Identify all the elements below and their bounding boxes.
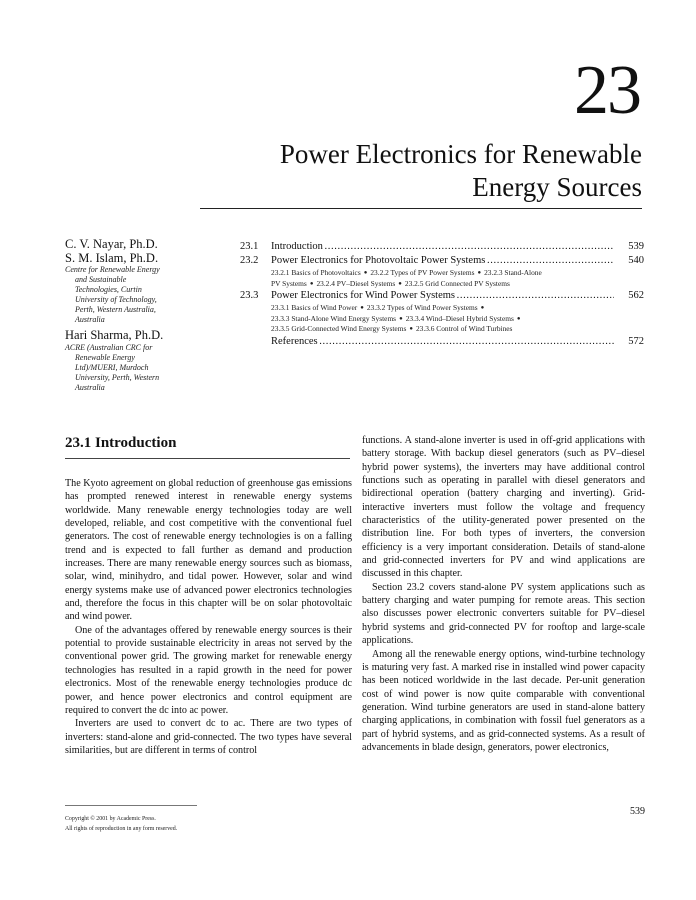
toc-subsection: 23.3.3 Stand-Alone Wind Energy Systems — [271, 313, 397, 323]
affiliation-line: Australia — [75, 315, 105, 324]
toc-entry-title: Introduction — [271, 241, 323, 252]
toc-entry-title: Power Electronics for Photovoltaic Power Systems — [271, 255, 486, 266]
affiliation-line: University, Perth, Western — [75, 372, 160, 382]
toc-subsection: 23.3.2 Types of Wind Power Systems — [366, 303, 478, 312]
affiliation-line: ACRE (Australian CRC for — [65, 342, 153, 352]
toc-subsection: 23.3.1 Basics of Wind Power — [271, 303, 358, 312]
toc-subsection: PV Systems — [271, 278, 307, 288]
affiliation-line: Technologies, Curtin — [75, 285, 142, 294]
toc-entry — [240, 335, 644, 349]
toc-entry-number: 23.3 — [240, 290, 259, 301]
toc-subsection: 23.2.2 Types of PV Power Systems — [370, 268, 475, 277]
copyright-line: Copyright © 2001 by Academic Press. — [65, 816, 156, 822]
toc-subsections — [240, 303, 644, 314]
toc-entry-page: 539 — [628, 241, 644, 252]
author-name: S. M. Islam, Ph.D. — [65, 250, 159, 265]
author-name: Hari Sharma, Ph.D. — [65, 328, 164, 342]
affiliation-line: and Sustainable — [75, 275, 127, 284]
toc-subsections — [240, 279, 644, 290]
chapter-title-line: Power Electronics for Renewable — [279, 139, 642, 169]
author-affiliation — [65, 343, 230, 393]
toc-subsection: 23.3.4 Wind–Diesel Hybrid Systems — [405, 313, 514, 323]
chapter-title — [172, 138, 642, 204]
body-paragraph: The Kyoto agreement on global reduction of greenhouse gas emissions has prompted renewed interest in renewable energy systems worldwide. Many renewable energy technologies today are well developed, reliable, and cost competitive with the conventional fuel generators. The cost of renewable energy technologies is on a falling trend and is expected to fall further as demand and production increases. There are many renewable energy sources such as biomass, solar, wind, minihydro, and tidal power. However, solar and wind energy systems make use of advanced power electronics technologies and, therefore the focus in this chapter will be on solar photovoltaic and wind power. — [65, 478, 352, 623]
right-column — [362, 434, 645, 754]
bullet-separator: ● — [360, 305, 364, 311]
body-paragraph: functions. A stand-alone inverter is used in off-grid applications with battery storage. With backup diesel generators (such as PV–diesel hybrid power systems), the inverters may have additional control functions such as operating in parallel with diesel generators and bidirectional operation (battery charging and inverting). Grid-interactive inverters must follow the voltage and frequency characteristics of the utility-generated power presented on the distribution line. For both types of inverters, the conversion efficiency is a very important consideration. Details of stand-alone and grid-connected inverters for PV and wind applications are discussed in this chapter. — [362, 435, 645, 580]
affiliation-line: Ltd)/MUERI, Murdoch — [75, 362, 149, 372]
authors-block — [65, 238, 230, 393]
bullet-separator: ● — [477, 270, 482, 276]
affiliation-line: Centre for Renewable Energy — [65, 265, 160, 274]
body-paragraph: Among all the renewable energy options, wind-turbine technology is maturing very fast. A marked rise in installed wind power capacity has been noticed worldwide in the last decade. Per-unit generation cost of wind power is now quite comparable with conventional generation. Wind turbine generators are used in stand-alone battery charging applications, in combination with fossil fuel generators as a part of hybrid systems, and as grid-connected systems. As a result of advancements in blade design, generators, power electronics, — [362, 648, 645, 753]
toc-subsection: 23.2.4 PV–Diesel Systems — [316, 278, 396, 288]
section-rule — [65, 458, 350, 459]
toc-subsections — [240, 268, 644, 279]
toc-entry-title: Power Electronics for Wind Power Systems — [271, 290, 455, 301]
bullet-separator: ● — [309, 280, 314, 287]
toc-entry-page: 540 — [628, 255, 644, 266]
chapter-number: 23 — [574, 52, 640, 129]
body-paragraph: Section 23.2 covers stand-alone PV system applications such as battery charging and water pumping for remote areas. This section also discusses power electronic converters suitable for PV–diesel hybrid systems and grid-connected PV for rooftop and large-scale applications. — [362, 581, 645, 647]
toc-subsection: 23.3.5 Grid-Connected Wind Energy Systems — [271, 324, 407, 333]
toc-subsection: 23.2.1 Basics of Photovoltaics — [271, 268, 361, 277]
affiliation-line: Perth, Western Australia, — [75, 305, 156, 314]
section-heading: 23.1 Introduction — [65, 435, 177, 451]
body-paragraph: One of the advantages offered by renewable energy sources is their potential to provide sustainable electricity in areas not served by the conventional power grid. The growing market for renewable energy technologies has resulted in a rapid growth in the need for power electronics. Most of the renewable energy technologies produce dc power, and hence power electronics and control equipment are required to convert the dc into ac power. — [65, 624, 352, 716]
body-paragraph: Inverters are used to convert dc to ac. There are two types of inverters: stand-alone and grid-connected. The two types have several similarities, but are different in terms of control — [65, 718, 352, 756]
toc-entry-page: 572 — [628, 335, 644, 347]
page-number: 539 — [630, 806, 645, 817]
toc-entry — [240, 289, 644, 303]
toc-entry-title: References — [271, 335, 318, 347]
toc-entry-number: 23.2 — [240, 255, 259, 266]
toc-subsections — [240, 324, 644, 335]
toc-entry-title-wrap — [271, 240, 614, 254]
toc-entry-title-wrap — [271, 289, 614, 303]
toc-entry — [240, 240, 644, 254]
toc-entry-page: 562 — [628, 290, 644, 301]
footer-rule — [65, 805, 197, 806]
affiliation-line: Australia — [75, 382, 105, 392]
toc-subsections — [240, 314, 644, 325]
bullet-separator: ● — [363, 270, 368, 276]
author-name: C. V. Nayar, Ph.D. — [65, 237, 158, 251]
author-affiliation — [65, 265, 230, 325]
copyright-line: All rights of reproduction in any form reserved. — [65, 825, 178, 832]
bullet-separator: ● — [516, 315, 521, 322]
bullet-separator: ● — [398, 280, 402, 287]
affiliation-line: University of Technology, — [75, 295, 157, 304]
bullet-separator: ● — [480, 305, 485, 311]
table-of-contents — [240, 240, 644, 349]
header-rule — [200, 208, 642, 209]
chapter-title-line: Energy Sources — [472, 172, 642, 202]
copyright-notice — [65, 815, 177, 834]
toc-subsection: 23.3.6 Control of Wind Turbines — [415, 324, 513, 333]
toc-subsection: 23.2.5 Grid Connected PV Systems — [404, 278, 510, 288]
toc-entry-number: 23.1 — [240, 241, 259, 252]
toc-subsection: 23.2.3 Stand-Alone — [484, 268, 542, 277]
toc-entry-title-wrap — [271, 254, 614, 268]
toc-entry — [240, 254, 644, 268]
bullet-separator: ● — [399, 315, 403, 322]
left-column — [65, 477, 352, 757]
toc-entry-title-wrap — [271, 335, 614, 349]
affiliation-line: Renewable Energy — [75, 352, 135, 362]
bullet-separator: ● — [409, 326, 413, 332]
